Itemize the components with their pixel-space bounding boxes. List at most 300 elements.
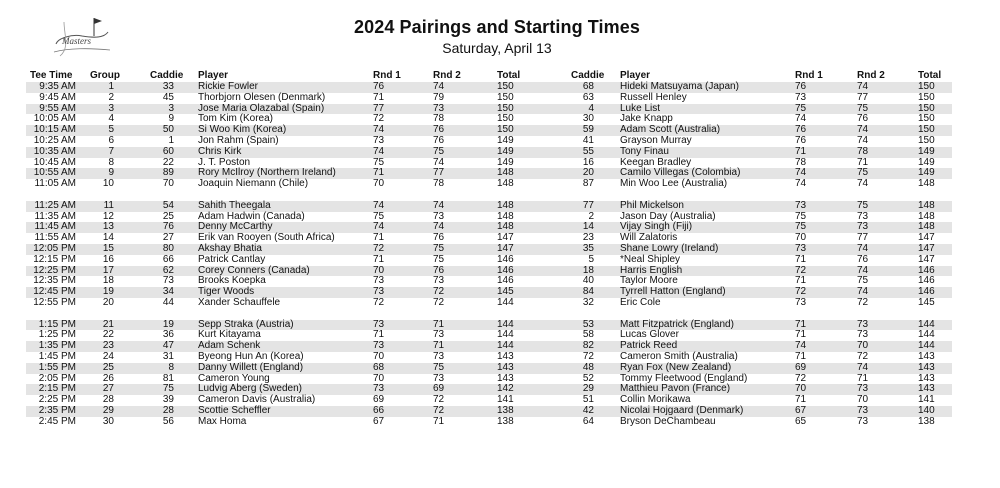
- cell-rnd2-2: 74: [857, 361, 869, 373]
- col-head-player-2: Player: [620, 70, 651, 81]
- col-head-total: Total: [497, 70, 521, 81]
- cell-player: Xander Schauffele: [198, 296, 281, 308]
- cell-rnd2: 74: [433, 156, 445, 168]
- cell-player-2: Jake Knapp: [620, 113, 673, 125]
- cell-rnd2: 76: [433, 124, 445, 136]
- table-row: [26, 417, 952, 428]
- cell-player: Thorbjorn Olesen (Denmark): [198, 91, 326, 103]
- cell-group: 9: [108, 167, 114, 179]
- cell-total: 147: [497, 242, 514, 254]
- cell-player: Joaquin Niemann (Chile): [198, 178, 309, 190]
- cell-rnd1-2: 73: [795, 91, 807, 103]
- cell-rnd2-2: 73: [857, 318, 869, 330]
- cell-total-2: 150: [918, 81, 935, 92]
- cell-caddie: 31: [162, 350, 174, 362]
- cell-group: 15: [102, 242, 114, 254]
- cell-player: J. T. Poston: [198, 156, 251, 168]
- cell-rnd2: 72: [433, 296, 445, 308]
- cell-group: 16: [102, 253, 114, 265]
- cell-rnd1: 66: [373, 404, 385, 416]
- cell-total-2: 147: [918, 232, 935, 244]
- cell-total: 144: [497, 340, 514, 352]
- col-head-player: Player: [198, 70, 229, 81]
- cell-group: 4: [108, 113, 114, 125]
- cell-rnd2: 75: [433, 242, 445, 254]
- cell-rnd1: 72: [373, 296, 385, 308]
- cell-total-2: 148: [918, 199, 935, 211]
- cell-group: 2: [108, 91, 114, 103]
- cell-rnd2: 74: [433, 199, 445, 211]
- cell-caddie: 66: [162, 253, 174, 265]
- cell-rnd1: 69: [373, 394, 385, 406]
- cell-rnd1: 73: [373, 286, 385, 298]
- cell-rnd1-2: 71: [795, 350, 807, 362]
- cell-total: 149: [497, 156, 514, 168]
- cell-rnd2: 72: [433, 394, 445, 406]
- cell-rnd1-2: 69: [795, 361, 807, 373]
- cell-player: Corey Conners (Canada): [198, 264, 310, 276]
- cell-player: Adam Schenk: [198, 340, 261, 352]
- cell-rnd2-2: 72: [857, 296, 869, 308]
- cell-caddie: 22: [162, 156, 174, 168]
- cell-player-2: Vijay Singh (Fiji): [620, 221, 693, 233]
- cell-rnd2-2: 71: [857, 372, 869, 384]
- cell-player: Chris Kirk: [198, 145, 242, 157]
- cell-player: Sepp Straka (Austria): [198, 318, 294, 330]
- cell-caddie: 33: [162, 81, 174, 92]
- cell-group: 18: [102, 275, 114, 287]
- table-row: [26, 125, 952, 136]
- cell-caddie: 54: [162, 199, 174, 211]
- cell-group: 19: [102, 286, 114, 298]
- cell-tee-time: 12:25 PM: [33, 264, 76, 276]
- cell-rnd1: 71: [373, 232, 385, 244]
- cell-rnd1: 70: [373, 350, 385, 362]
- cell-total: 148: [497, 221, 514, 233]
- cell-total: 148: [497, 178, 514, 190]
- cell-total-2: 144: [918, 318, 935, 330]
- cell-rnd1-2: 71: [795, 394, 807, 406]
- table-row: [26, 93, 952, 104]
- col-head-caddie-2: Caddie: [571, 70, 605, 81]
- cell-tee-time: 10:05 AM: [33, 113, 76, 125]
- cell-total-2: 144: [918, 340, 935, 352]
- col-head-rnd2: Rnd 2: [433, 70, 461, 81]
- cell-rnd1: 74: [373, 221, 385, 233]
- cell-player: Jose Maria Olazabal (Spain): [198, 102, 325, 114]
- cell-caddie-2: 52: [582, 372, 594, 384]
- cell-rnd2-2: 73: [857, 415, 869, 427]
- cell-total-2: 149: [918, 145, 935, 157]
- svg-text:Masters: Masters: [62, 36, 91, 46]
- cell-rnd2: 73: [433, 210, 445, 222]
- cell-rnd2: 73: [433, 102, 445, 114]
- cell-total-2: 143: [918, 372, 935, 384]
- cell-player: Denny McCarthy: [198, 221, 273, 233]
- cell-player-2: Adam Scott (Australia): [620, 124, 721, 136]
- cell-tee-time: 10:55 AM: [33, 167, 76, 179]
- cell-caddie-2: 63: [582, 91, 594, 103]
- cell-total: 150: [497, 81, 514, 92]
- cell-caddie: 34: [162, 286, 174, 298]
- col-head-total-2: Total: [918, 70, 942, 81]
- cell-group: 12: [102, 210, 114, 222]
- cell-group: 30: [102, 415, 114, 427]
- cell-caddie-2: 53: [582, 318, 594, 330]
- cell-rnd1: 73: [373, 340, 385, 352]
- cell-rnd2-2: 73: [857, 329, 869, 341]
- cell-caddie-2: 48: [582, 361, 594, 373]
- cell-rnd1-2: 76: [795, 81, 807, 92]
- cell-group: 13: [102, 221, 114, 233]
- pairings-table: [26, 82, 952, 428]
- cell-rnd2-2: 74: [857, 242, 869, 254]
- table-row: [26, 201, 952, 212]
- cell-player-2: Bryson DeChambeau: [620, 415, 716, 427]
- cell-tee-time: 2:45 PM: [38, 415, 76, 427]
- cell-total: 150: [497, 124, 514, 136]
- cell-caddie: 19: [162, 318, 174, 330]
- cell-player-2: *Neal Shipley: [620, 253, 681, 265]
- cell-caddie-2: 58: [582, 329, 594, 341]
- cell-caddie: 76: [162, 221, 174, 233]
- cell-caddie: 36: [162, 329, 174, 341]
- cell-player: Danny Willett (England): [198, 361, 304, 373]
- table-row: [26, 179, 952, 190]
- cell-caddie-2: 72: [582, 350, 594, 362]
- cell-rnd1-2: 73: [795, 199, 807, 211]
- cell-caddie: 80: [162, 242, 174, 254]
- cell-caddie-2: 68: [582, 81, 594, 92]
- cell-rnd1-2: 76: [795, 124, 807, 136]
- cell-tee-time: 11:35 AM: [34, 210, 76, 222]
- cell-rnd2: 75: [433, 145, 445, 157]
- cell-player: Rickie Fowler: [198, 81, 259, 92]
- cell-rnd2-2: 72: [857, 350, 869, 362]
- cell-group: 8: [108, 156, 114, 168]
- cell-total: 143: [497, 372, 514, 384]
- cell-rnd1: 73: [373, 134, 385, 146]
- cell-group: 5: [108, 124, 114, 136]
- cell-tee-time: 10:15 AM: [33, 124, 76, 136]
- cell-player-2: Tommy Fleetwood (England): [620, 372, 748, 384]
- cell-total-2: 150: [918, 91, 935, 103]
- cell-rnd1: 71: [373, 167, 385, 179]
- cell-group: 10: [102, 178, 114, 190]
- cell-rnd1: 71: [373, 253, 385, 265]
- table-row: [26, 104, 952, 115]
- cell-rnd2: 72: [433, 404, 445, 416]
- cell-player: Sahith Theegala: [198, 199, 271, 211]
- cell-player-2: Cameron Smith (Australia): [620, 350, 738, 362]
- cell-rnd1-2: 71: [795, 145, 807, 157]
- cell-rnd2: 79: [433, 91, 445, 103]
- cell-rnd1: 72: [373, 242, 385, 254]
- cell-rnd1-2: 76: [795, 134, 807, 146]
- cell-caddie-2: 40: [582, 275, 594, 287]
- cell-player-2: Grayson Murray: [620, 134, 692, 146]
- cell-rnd1: 70: [373, 178, 385, 190]
- cell-group: 22: [102, 329, 114, 341]
- cell-total-2: 146: [918, 264, 935, 276]
- cell-group: 3: [108, 102, 114, 114]
- cell-rnd2-2: 77: [857, 232, 869, 244]
- cell-rnd2-2: 73: [857, 210, 869, 222]
- cell-caddie: 8: [168, 361, 174, 373]
- cell-group: 24: [102, 350, 114, 362]
- cell-player: Scottie Scheffler: [198, 404, 271, 416]
- cell-total: 150: [497, 91, 514, 103]
- cell-rnd2: 74: [433, 81, 445, 92]
- cell-total: 144: [497, 329, 514, 341]
- cell-tee-time: 2:05 PM: [38, 372, 76, 384]
- cell-tee-time: 10:45 AM: [33, 156, 76, 168]
- cell-rnd1: 72: [373, 113, 385, 125]
- cell-player: Byeong Hun An (Korea): [198, 350, 304, 362]
- cell-total: 146: [497, 253, 514, 265]
- cell-player-2: Harris English: [620, 264, 683, 276]
- cell-caddie: 1: [168, 134, 174, 146]
- cell-rnd1-2: 75: [795, 210, 807, 222]
- cell-player: Kurt Kitayama: [198, 329, 261, 341]
- cell-caddie-2: 4: [588, 102, 594, 114]
- cell-rnd1: 68: [373, 361, 385, 373]
- cell-rnd2-2: 70: [857, 340, 869, 352]
- cell-caddie-2: 59: [582, 124, 594, 136]
- cell-rnd2: 73: [433, 275, 445, 287]
- cell-player: Akshay Bhatia: [198, 242, 262, 254]
- cell-caddie: 73: [162, 275, 174, 287]
- cell-rnd2: 75: [433, 361, 445, 373]
- cell-player: Tom Kim (Korea): [198, 113, 274, 125]
- cell-caddie-2: 64: [582, 415, 594, 427]
- cell-total: 150: [497, 102, 514, 114]
- cell-total-2: 150: [918, 124, 935, 136]
- cell-caddie-2: 2: [588, 210, 594, 222]
- col-head-rnd2-2: Rnd 2: [857, 70, 885, 81]
- cell-rnd2-2: 76: [857, 253, 869, 265]
- cell-total-2: 149: [918, 156, 935, 168]
- cell-rnd2: 74: [433, 221, 445, 233]
- cell-tee-time: 9:45 AM: [39, 91, 76, 103]
- cell-caddie-2: 82: [582, 340, 594, 352]
- cell-caddie-2: 42: [582, 404, 594, 416]
- cell-rnd2: 71: [433, 318, 445, 330]
- cell-tee-time: 9:35 AM: [39, 81, 76, 92]
- col-head-rnd1: Rnd 1: [373, 70, 401, 81]
- cell-rnd1-2: 67: [795, 404, 807, 416]
- cell-total-2: 150: [918, 134, 935, 146]
- cell-player: Adam Hadwin (Canada): [198, 210, 305, 222]
- cell-rnd1: 71: [373, 91, 385, 103]
- cell-caddie-2: 29: [582, 383, 594, 395]
- cell-total: 146: [497, 264, 514, 276]
- cell-tee-time: 10:35 AM: [33, 145, 76, 157]
- cell-player-2: Tyrrell Hatton (England): [620, 286, 726, 298]
- cell-total: 142: [497, 383, 514, 395]
- cell-tee-time: 11:45 AM: [34, 221, 76, 233]
- cell-rnd1-2: 73: [795, 296, 807, 308]
- cell-caddie: 50: [162, 124, 174, 136]
- cell-player-2: Matthieu Pavon (France): [620, 383, 731, 395]
- cell-rnd2: 71: [433, 415, 445, 427]
- cell-rnd2-2: 73: [857, 404, 869, 416]
- cell-total-2: 144: [918, 329, 935, 341]
- cell-total: 148: [497, 199, 514, 211]
- cell-caddie: 44: [162, 296, 174, 308]
- cell-tee-time: 11:25 AM: [34, 199, 76, 211]
- cell-rnd2-2: 74: [857, 81, 869, 92]
- cell-total-2: 146: [918, 275, 935, 287]
- cell-caddie: 75: [162, 383, 174, 395]
- cell-player-2: Russell Henley: [620, 91, 687, 103]
- cell-tee-time: 12:35 PM: [33, 275, 76, 287]
- cell-rnd2-2: 74: [857, 178, 869, 190]
- cell-rnd2-2: 75: [857, 199, 869, 211]
- cell-total-2: 140: [918, 404, 935, 416]
- cell-rnd1-2: 70: [795, 232, 807, 244]
- cell-total: 149: [497, 145, 514, 157]
- cell-player: Cameron Davis (Australia): [198, 394, 316, 406]
- cell-total: 149: [497, 134, 514, 146]
- cell-rnd1: 73: [373, 318, 385, 330]
- cell-player-2: Taylor Moore: [620, 275, 678, 287]
- cell-caddie: 25: [162, 210, 174, 222]
- cell-group: 11: [103, 199, 114, 211]
- cell-caddie-2: 77: [582, 199, 594, 211]
- cell-tee-time: 1:15 PM: [38, 318, 76, 330]
- cell-rnd2: 73: [433, 372, 445, 384]
- cell-rnd2-2: 73: [857, 221, 869, 233]
- cell-rnd1-2: 72: [795, 264, 807, 276]
- cell-total-2: 148: [918, 221, 935, 233]
- cell-player-2: Matt Fitzpatrick (England): [620, 318, 734, 330]
- cell-rnd1-2: 75: [795, 221, 807, 233]
- page-title: 2024 Pairings and Starting Times: [354, 17, 640, 37]
- cell-total: 148: [497, 167, 514, 179]
- cell-rnd2: 69: [433, 383, 445, 395]
- cell-caddie: 28: [162, 404, 174, 416]
- cell-rnd2-2: 71: [857, 156, 869, 168]
- cell-caddie: 62: [162, 264, 174, 276]
- cell-total: 143: [497, 361, 514, 373]
- cell-rnd1-2: 74: [795, 113, 807, 125]
- cell-rnd1: 70: [373, 372, 385, 384]
- cell-caddie-2: 32: [582, 296, 594, 308]
- cell-player-2: Lucas Glover: [620, 329, 679, 341]
- table-row: [26, 255, 952, 266]
- cell-player-2: Phil Mickelson: [620, 199, 684, 211]
- cell-rnd1-2: 65: [795, 415, 807, 427]
- cell-tee-time: 11:05 AM: [34, 178, 76, 190]
- cell-rnd2-2: 74: [857, 286, 869, 298]
- cell-rnd2-2: 70: [857, 394, 869, 406]
- cell-total-2: 138: [918, 415, 935, 427]
- cell-group: 27: [102, 383, 114, 395]
- cell-player-2: Collin Morikawa: [620, 394, 691, 406]
- cell-rnd2-2: 78: [857, 145, 869, 157]
- cell-player-2: Camilo Villegas (Colombia): [620, 167, 741, 179]
- cell-total-2: 147: [918, 253, 935, 265]
- cell-total: 147: [497, 232, 514, 244]
- cell-rnd2: 76: [433, 232, 445, 244]
- cell-player-2: Shane Lowry (Ireland): [620, 242, 719, 254]
- cell-rnd1-2: 72: [795, 286, 807, 298]
- cell-player: Erik van Rooyen (South Africa): [198, 232, 335, 244]
- cell-caddie-2: 30: [582, 113, 594, 125]
- col-head-tee-time: Tee Time: [30, 70, 73, 81]
- cell-total-2: 143: [918, 350, 935, 362]
- cell-total: 144: [497, 318, 514, 330]
- cell-total-2: 146: [918, 286, 935, 298]
- cell-player: Jon Rahm (Spain): [198, 134, 279, 146]
- page-subtitle: Saturday, April 13: [442, 40, 552, 56]
- cell-player: Rory McIlroy (Northern Ireland): [198, 167, 336, 179]
- cell-player-2: Patrick Reed: [620, 340, 678, 352]
- cell-rnd1-2: 74: [795, 167, 807, 179]
- cell-caddie: 81: [162, 372, 174, 384]
- cell-group: 1: [108, 81, 114, 92]
- cell-player: Tiger Woods: [198, 286, 255, 298]
- cell-group: 26: [102, 372, 114, 384]
- cell-group: 28: [102, 394, 114, 406]
- cell-rnd1-2: 71: [795, 318, 807, 330]
- cell-tee-time: 1:55 PM: [38, 361, 76, 373]
- cell-rnd1-2: 73: [795, 242, 807, 254]
- cell-rnd2-2: 75: [857, 275, 869, 287]
- cell-group: 25: [102, 361, 114, 373]
- cell-rnd1: 73: [373, 383, 385, 395]
- cell-rnd2: 72: [433, 286, 445, 298]
- cell-group: 14: [102, 232, 114, 244]
- cell-rnd2: 75: [433, 253, 445, 265]
- cell-rnd1-2: 71: [795, 253, 807, 265]
- cell-player-2: Luke List: [620, 102, 661, 114]
- cell-rnd2: 73: [433, 350, 445, 362]
- cell-caddie-2: 35: [582, 242, 594, 254]
- cell-caddie: 47: [162, 340, 174, 352]
- cell-tee-time: 11:55 AM: [34, 232, 76, 244]
- cell-tee-time: 1:45 PM: [38, 350, 76, 362]
- cell-rnd1-2: 74: [795, 178, 807, 190]
- cell-caddie-2: 20: [582, 167, 594, 179]
- cell-rnd1-2: 70: [795, 383, 807, 395]
- cell-caddie: 39: [162, 394, 174, 406]
- cell-total-2: 150: [918, 113, 935, 125]
- cell-rnd2-2: 73: [857, 383, 869, 395]
- cell-total-2: 141: [918, 394, 935, 406]
- cell-player-2: Nicolai Hojgaard (Denmark): [620, 404, 744, 416]
- cell-total: 138: [497, 404, 514, 416]
- cell-caddie: 56: [162, 415, 174, 427]
- cell-rnd1-2: 72: [795, 372, 807, 384]
- cell-tee-time: 2:25 PM: [38, 394, 76, 406]
- cell-rnd2-2: 75: [857, 167, 869, 179]
- cell-rnd2: 71: [433, 340, 445, 352]
- cell-tee-time: 12:55 PM: [33, 296, 76, 308]
- cell-caddie: 9: [168, 113, 174, 125]
- cell-player: Cameron Young: [198, 372, 270, 384]
- cell-tee-time: 10:25 AM: [33, 134, 76, 146]
- cell-total: 146: [497, 275, 514, 287]
- cell-total-2: 143: [918, 361, 935, 373]
- cell-caddie-2: 41: [582, 134, 594, 146]
- cell-player-2: Ryan Fox (New Zealand): [620, 361, 732, 373]
- cell-caddie-2: 14: [582, 221, 594, 233]
- cell-group: 7: [108, 145, 114, 157]
- cell-player-2: Min Woo Lee (Australia): [620, 178, 728, 190]
- cell-caddie-2: 5: [588, 253, 594, 265]
